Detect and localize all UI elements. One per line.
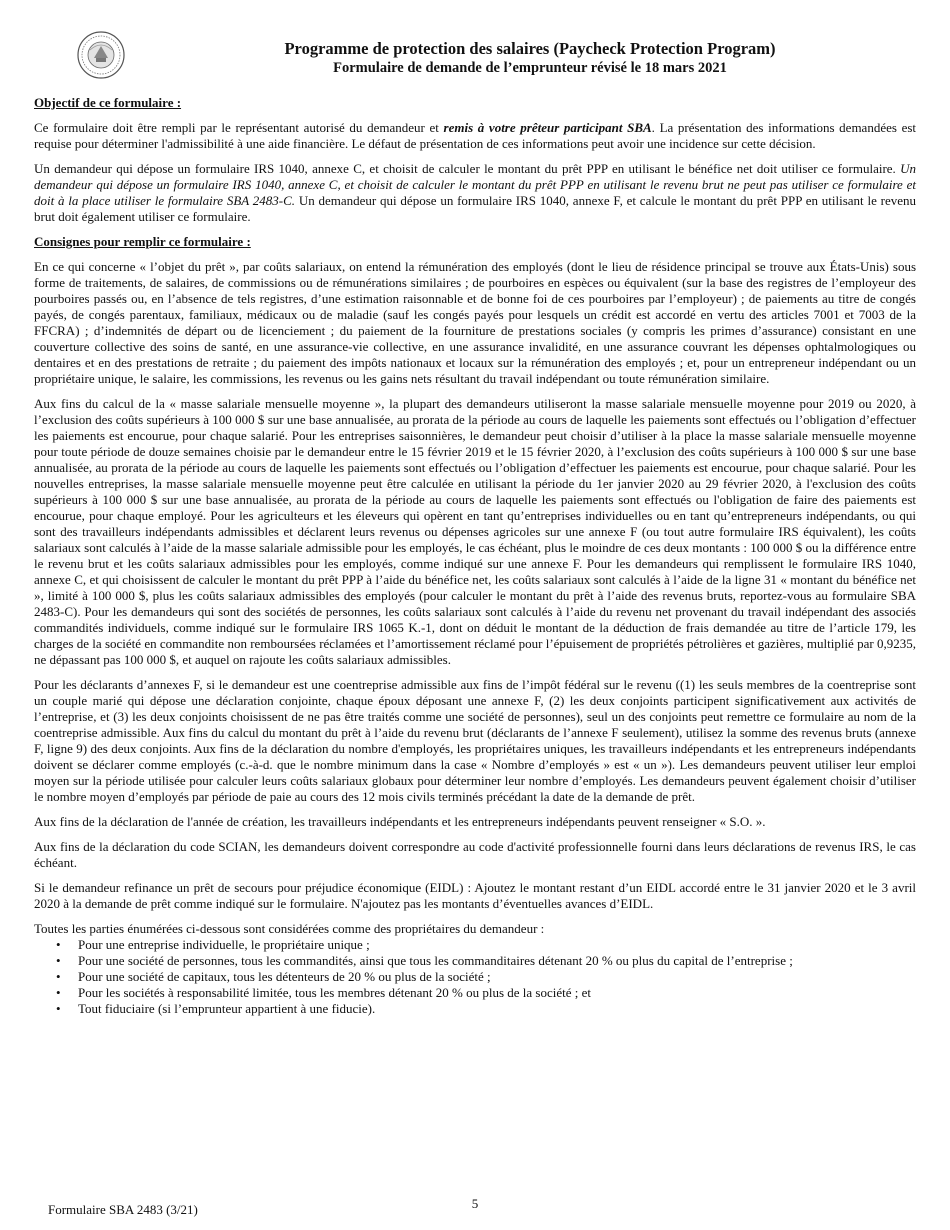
section-heading-objective: Objectif de ce formulaire : <box>34 95 182 110</box>
bullet-icon: • <box>56 1001 61 1016</box>
paragraph-instructions-1: En ce qui concerne « l’objet du prêt », par coûts salariaux, on entend la rémunération des employés (dont le lieu de résidence principal se trouve aux États-Unis) sous forme de traitements, de salaires, de commissions ou de rémunérations similaires ; de pourboires en espèces ou équivalent (sur la base des registres de l’employeur des pourboires passés ou, en l’absence de tels registres, d’une estimation raisonnable et de bonne foi de ces pourboires par l’employeur) ; de paiements au titre de congés payés, de congés parentaux, familiaux, médicaux ou de maladie (sauf les congés payés pour lesquels un crédit est accordé en vertu des articles 7001 et 7003 de la FFCRA) ; d’indemnités de départ ou de licenciement ; du paiement de la fourniture de prestations sociales (y compris les primes d’assurance) consistant en une couverture collective des soins de santé, en une assurance-vie collective, en une assurance invalidité, en une assurance couvrant les dépenses ophtalmologiques ou dentaires et en des prestations de retraite ; du paiement des impôts nationaux et locaux sur la rémunération des employés ; et, pour un entrepreneur indépendant ou un propriétaire unique, le salaire, les commissions, les revenus ou les gains nets résultant du travail indépendant ou toute rémunération similaire. <box>34 259 916 386</box>
paragraph-owners-intro: Toutes les parties énumérées ci-dessous sont considérées comme des propriétaires du demandeur : <box>34 921 545 936</box>
bullet-icon: • <box>56 969 61 984</box>
document-header <box>150 39 910 77</box>
list-item <box>34 969 916 985</box>
list-item-text: Pour les sociétés à responsabilité limitée, tous les membres détenant 20 % ou plus de la société ; et <box>78 985 592 1000</box>
list-item-text: Pour une entreprise individuelle, le propriétaire unique ; <box>78 937 370 952</box>
list-item-text: Tout fiduciaire (si l’emprunteur appartient à une fiducie). <box>78 1001 376 1016</box>
form-identifier: Formulaire SBA 2483 (3/21) <box>48 1202 198 1217</box>
bullet-icon: • <box>56 937 61 952</box>
paragraph-instructions-3: Pour les déclarants d’annexes F, si le demandeur est une coentreprise admissible aux fins de l’impôt fédéral sur le revenu ((1) les seuls membres de la coentreprise sont un couple marié qui dépose une déclaration conjointe, chaque époux déposant une annexe F, (2) les deux conjoints participent significativement aux activités de l’entreprise, et (3) les deux conjoints choisissent de ne pas être traités comme une société de personnes), seul un des conjoints peut remettre ce formulaire au nom de la coentreprise admissible. Aux fins du calcul du montant du prêt à l’aide du revenu brut (déclarants de l’annexe F seulement), utilisez la somme des revenus bruts (annexe F, ligne 9) des deux conjoints. Aux fins de la déclaration du nombre d'employés, les propriétaires uniques, les travailleurs indépendants et les entrepreneurs indépendants doivent se déclarer comme employés (c.-à-d. que le nombre minimum dans la case « Nombre d’employés » est « un »). Les demandeurs peuvent utiliser leur emploi moyen sur la période utilisée pour calculer leurs coûts salariaux globaux pour déterminer leur nombre d’employés. Les demandeurs peuvent également choisir d’utiliser le nombre moyen d’employés par période de paie au cours des 12 mois civils terminés précédant la date de la demande de prêt. <box>34 677 916 804</box>
paragraph-objective-1 <box>34 120 916 152</box>
text-span: . La présentation des informations demandées est requise pour déterminer l'admissibilité à une aide financière. Le défaut de présentation de ces informations peut avoir une incidence sur cette décision. <box>34 120 917 151</box>
paragraph-instructions-4: Aux fins de la déclaration de l'année de création, les travailleurs indépendants et les entrepreneurs indépendants peuvent renseigner « S.O. ». <box>34 814 766 829</box>
sba-seal-logo <box>76 30 126 80</box>
paragraph-objective-2 <box>34 161 916 225</box>
page-number: 5 <box>471 1196 479 1211</box>
list-item <box>34 953 916 969</box>
bullet-icon: • <box>56 985 61 1000</box>
list-item <box>34 1001 916 1017</box>
owners-list <box>34 937 916 1017</box>
document-body <box>34 95 916 1017</box>
text-span: Un demandeur qui dépose un formulaire IRS 1040, annexe C, et choisit de calculer le montant du prêt PPP en utilisant le bénéfice net doit utiliser ce formulaire. <box>34 161 901 176</box>
paragraph-instructions-5: Aux fins de la déclaration du code SCIAN, les demandeurs doivent correspondre au code d'activité professionnelle fourni dans leurs déclarations de revenus IRS, le cas échéant. <box>34 839 916 870</box>
paragraph-instructions-6: Si le demandeur refinance un prêt de secours pour préjudice économique (EIDL) : Ajoutez le montant restant d’un EIDL accordé entre le 31 janvier 2020 et le 3 avril 2020 à la demande de prêt comme indiqué sur le formulaire. N'ajoutez pas les montants d’éventuelles avances d’EIDL. <box>34 880 916 911</box>
list-item-text: Pour une société de personnes, tous les commandités, ainsi que tous les commanditaires détenant 20 % ou plus du capital de l’entreprise ; <box>78 953 793 968</box>
paragraph-instructions-2: Aux fins du calcul de la « masse salariale mensuelle moyenne », la plupart des demandeurs utiliseront la masse salariale mensuelle moyenne pour 2019 ou 2020, à l’exclusion des coûts supérieurs à 100 000 $ sur une base annualisée, au prorata de la période au cours de laquelle les paiements sont effectués ou l’obligation d’effectuer les paiements est encourue, pour chaque salarié. Pour les entreprises saisonnières, le demandeur peut choisir d’utiliser à la place la masse salariale mensuelle moyenne pour toute période de douze semaines choisie par le demandeur entre le 15 février 2019 et le 15 février 2020, à l’exclusion des coûts supérieurs à 100 000 $ sur une base annualisée, au prorata de la période au cours de laquelle les paiements sont effectués ou l’obligation d’effectuer les paiements est encourue, pour chaque salarié. Pour les nouvelles entreprises, la masse salariale mensuelle moyenne peut être calculée en utilisant la période du 1er janvier 2020 au 29 février 2020, à l'exclusion des coûts supérieurs à 100 000 $ sur une base annualisée, au prorata de la période au cours de laquelle les paiements sont effectués ou l'obligation de faire des paiements est encourue, pour chaque employé. Pour les agriculteurs et les éleveurs qui opèrent en tant qu’entreprises individuelles ou en tant qu’entrepreneurs indépendants, ou qui sont des travailleurs indépendants admissibles et déclarent leurs revenus ou dépenses agricoles sur une annexe F (ou tout autre formulaire IRS équivalent), les coûts salariaux sont calculés à l’aide de la masse salariale admissible pour les employés, le cas échéant, plus le moindre de ces deux montants : 100 000 $ ou la différence entre le revenu brut et les coûts salariaux admissibles pour les employés, comme indiqué sur une annexe F. Pour les demandeurs qui remplissent le formulaire IRS 1040, annexe C, et qui choisissent de calculer le montant du prêt PPP à l’aide du bénéfice net, les coûts salariaux sont calculés à l’aide de la ligne 31 « montant du bénéfice net », limité à 100 000 $, plus les coûts salariaux admissibles des employés (pour calculer le montant du prêt à l’aide des revenus bruts, reportez-vous au formulaire SBA 2483-C). Pour les demandeurs qui sont des sociétés de personnes, les coûts salariaux sont calculés à l’aide du revenu net provenant du travail indépendant des associés commandités individuels, comme indiqué sur le formulaire IRS 1065 K.-1, dont on déduit le montant de la déduction de frais demandée au titre de l’article 179, les charges de la société en commandite non remboursées réclamées et l’amortissement réclamé pour l’épuisement de propriétés pétrolières et gazières, multiplié par 0,9235, ne dépassant pas 100 000 $, et auquel on rajoute les coûts salariaux admissibles. <box>34 396 917 667</box>
bullet-icon: • <box>56 953 61 968</box>
italic-text: Un demandeur qui dépose un formulaire IRS 1040, annexe C, et choisit de calculer le montant du prêt PPP en utilisant le revenu brut ne peut pas utiliser ce formulaire et doit à la place utiliser le formulaire SBA 2483-C. <box>34 161 916 208</box>
document-title: Programme de protection des salaires (Paycheck Protection Program) <box>284 39 776 58</box>
list-item <box>34 985 916 1001</box>
list-item <box>34 937 916 953</box>
text-span: Un demandeur qui dépose un formulaire IRS 1040, annexe F, et calcule le montant du prêt PPP en utilisant le revenu brut doit également utiliser ce formulaire. <box>34 193 916 224</box>
section-heading-instructions: Consignes pour remplir ce formulaire : <box>34 234 251 249</box>
list-item-text: Pour une société de capitaux, tous les détenteurs de 20 % ou plus de la société ; <box>78 969 491 984</box>
emphasis-text: remis à votre prêteur participant SBA <box>443 120 652 135</box>
document-subtitle: Formulaire de demande de l’emprunteur révisé le 18 mars 2021 <box>333 60 727 76</box>
text-span: Ce formulaire doit être rempli par le représentant autorisé du demandeur et <box>34 120 444 135</box>
sba-seal-icon <box>76 30 126 80</box>
